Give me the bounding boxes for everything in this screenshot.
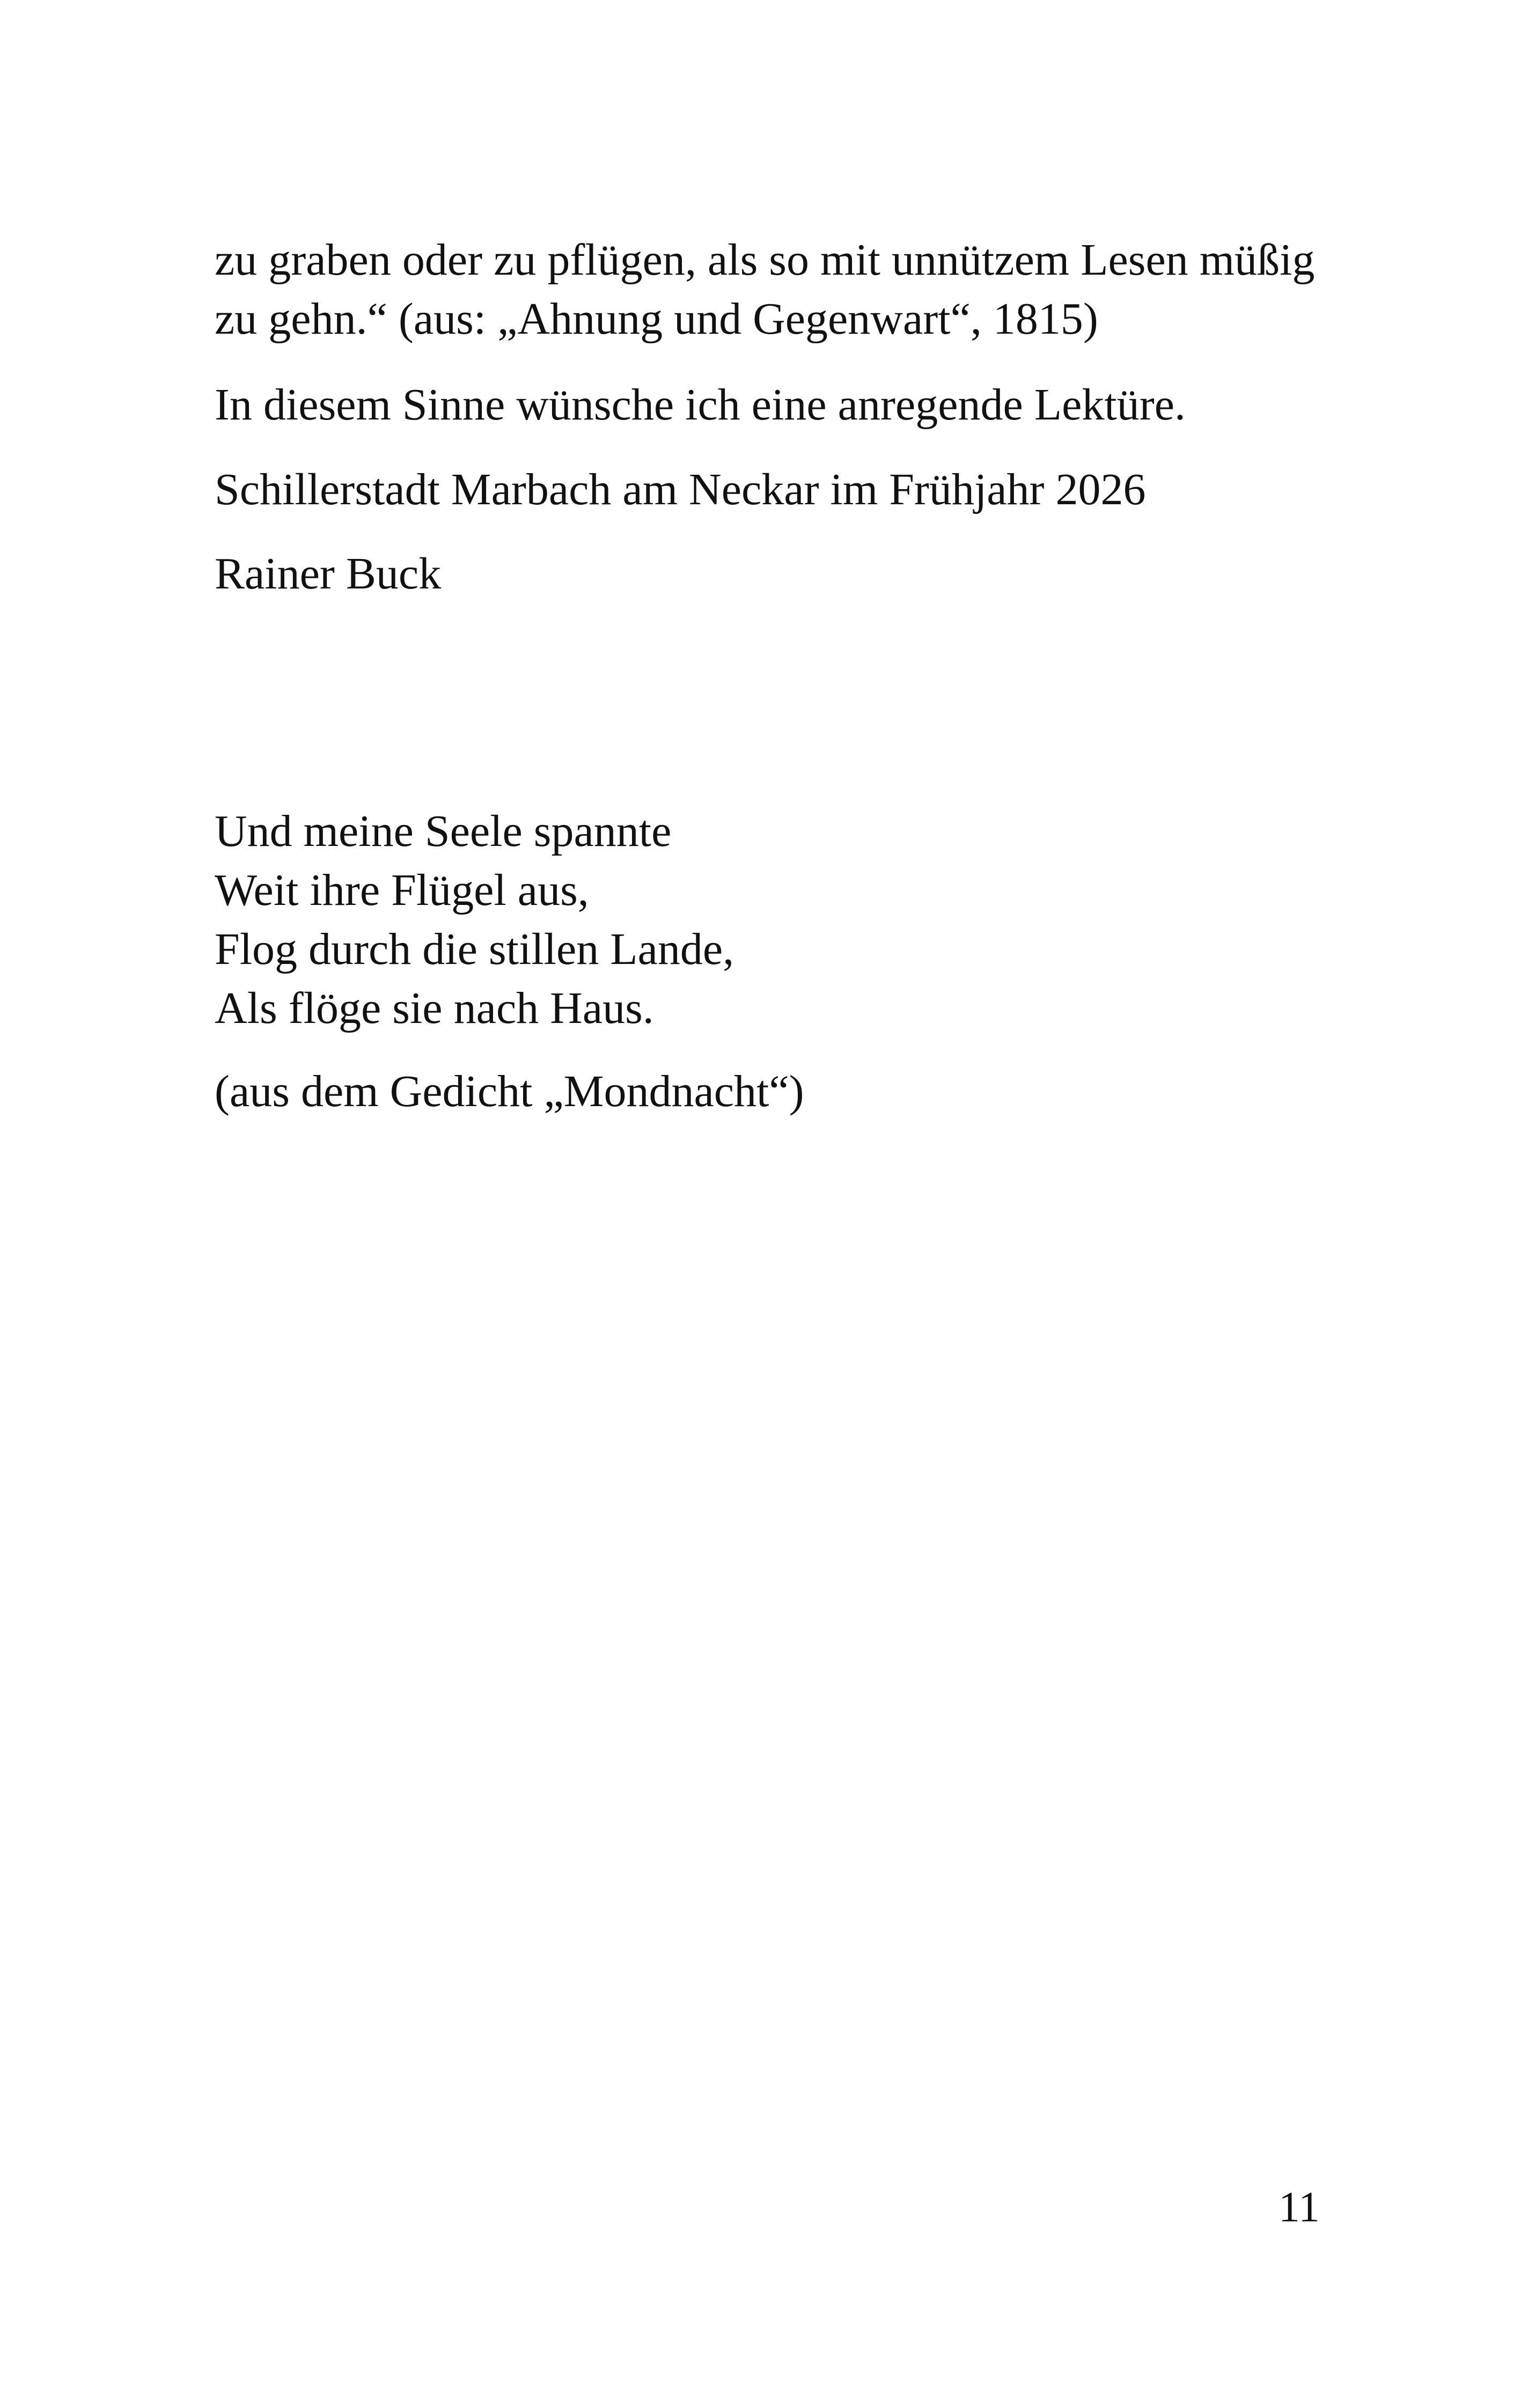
intro-paragraph-quote-end [215,231,1320,349]
poem-excerpt [215,802,1320,1038]
place-date-line [215,460,1320,519]
poem-line: Weit ihre Flügel aus, [215,865,589,915]
poem-line: Flog durch die stillen Lande, [215,924,734,974]
author-signature [215,544,1320,603]
intro-wish-text: In diesem Sinne wünsche ich eine anregende Lektüre. [215,380,1186,430]
intro-wish-paragraph [215,375,1320,435]
poem-line: Und meine Seele spannte [215,806,672,856]
author-name: Rainer Buck [215,549,442,599]
poem-line: Als flöge sie nach Haus. [215,983,654,1033]
intro-quote-line-1: zu graben oder zu pflügen, als so mit unnützem Lesen müßig [215,235,1315,285]
page-number: 11 [1278,2184,1320,2231]
poem-source-note [215,1062,1320,1121]
poem-source-text: (aus dem Gedicht „Mondnacht“) [215,1066,804,1116]
intro-quote-line-2: zu gehn.“ (aus: „Ahnung und Gegenwart“, 1815) [215,294,1098,344]
place-date-text: Schillerstadt Marbach am Neckar im Frühjahr 2026 [215,465,1146,514]
